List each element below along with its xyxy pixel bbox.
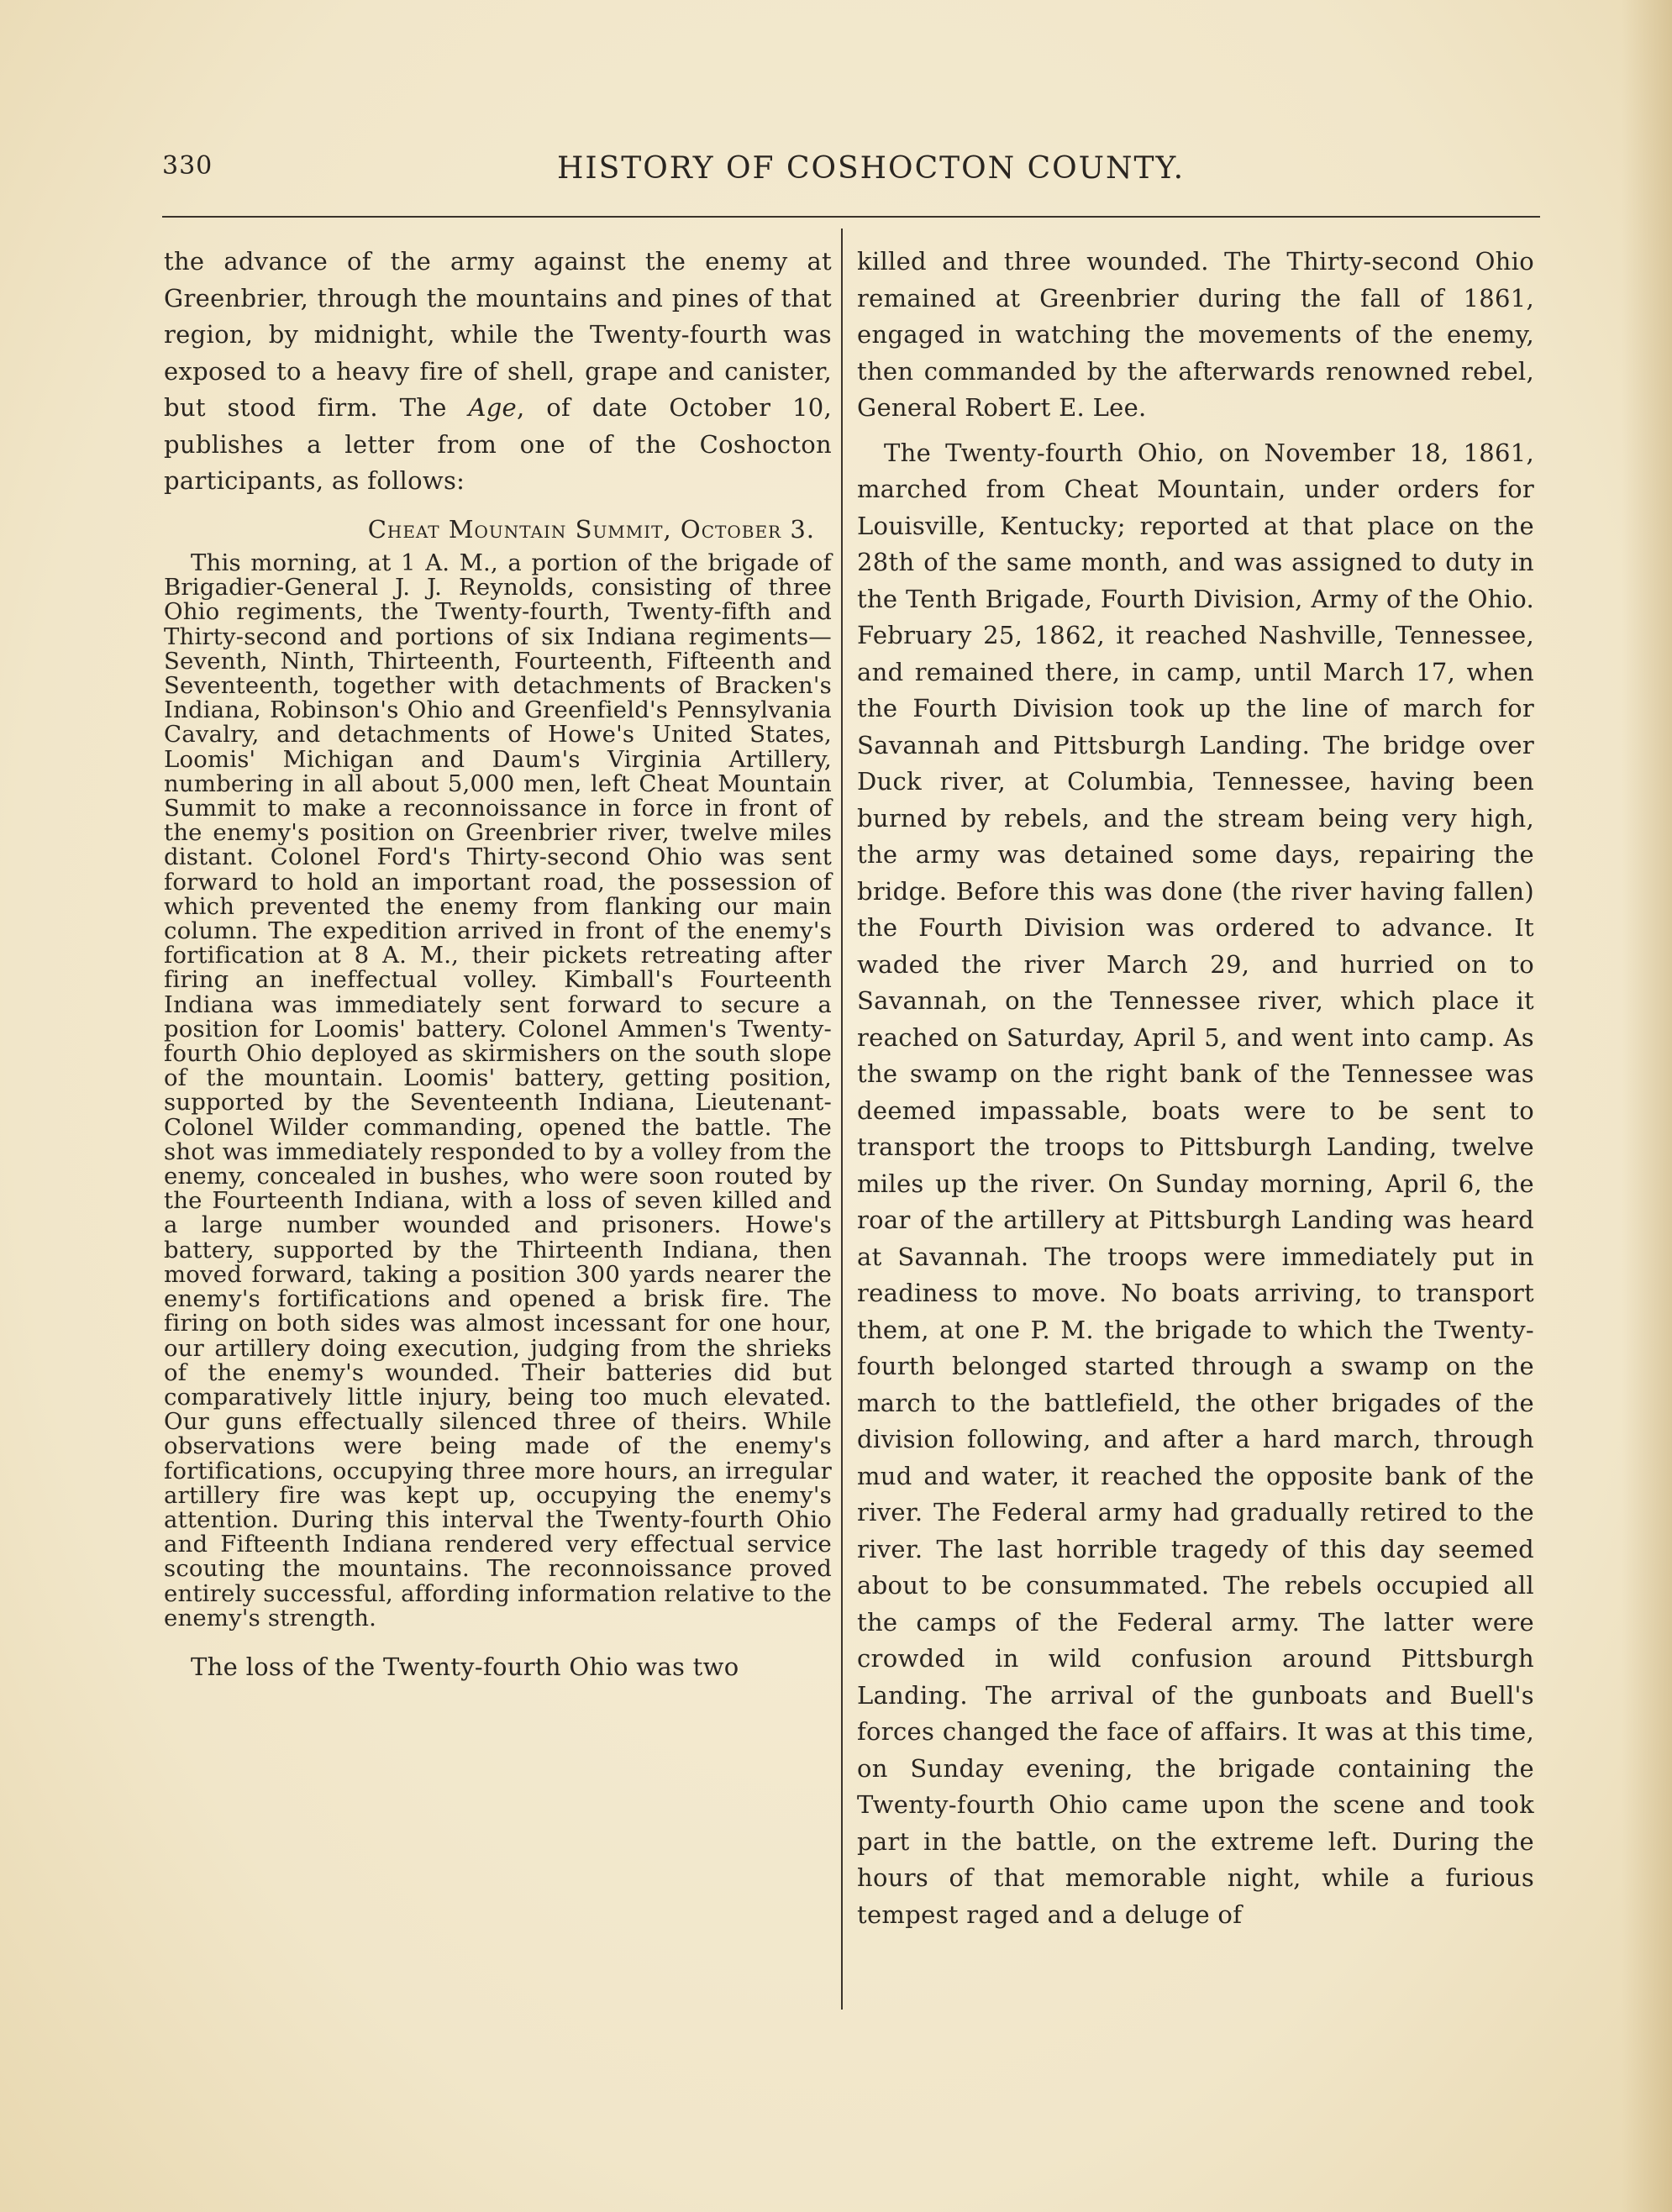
page-number: 330: [162, 151, 213, 181]
left-column: [164, 244, 832, 1685]
right-column: [857, 244, 1534, 1933]
quoted-letter-text-a: This morning, at 1: [191, 549, 416, 576]
right-paragraph-2-text-a: The Twenty-fourth Ohio, on November 18, 1861, marched from Cheat Mountain, under orders for Louisville, Kentucky; reported at that place on the 28th of the same month, and was assigned to duty in the Tenth Brigade, Fourth Division, Army of the Ohio. February 25, 1862, it reached Nashville, Tennessee, and remained there, in camp, until March 17, when the Fourth Division took up the line of march for Savannah and Pittsburgh Landing. The bridge over Duck river, at Columbia, Tennessee, having been burned by rebels, and the stream being very high, the army was detained some days, repairing the bridge. Before this was done (the river having fallen) the Fourth Division was ordered to advance. It waded the river March 29, and hurried on to Savannah, on the Tennessee river, which place it reached on Saturday, April 5, and went into camp. As the swamp on the right bank of the Tennessee was deemed impassable, boats were to be sent to transport the troops to Pittsburgh Landing, twelve miles up the river. On Sunday morning, April 6, the roar of the artillery at Pittsburgh Landing was heard at Savannah. The troops were immediately put in readiness to move. No boats arriving, to transport them, at one: [857, 438, 1534, 1344]
header-rule: [162, 216, 1540, 218]
right-paragraph-2-text-b: the brigade to which the Twenty-fourth belonged started through a swamp on the march to the battlefield, the other brigades of the division following, and after a hard march, through mud and water, it reached the opposite bank of the river. The Federal army had gradually retired to the river. The last horrible tragedy of this day seemed about to be consummated. The rebels occupied all the camps of the Federal army. The latter were crowded in wild confusion around Pittsburgh Landing. The arrival of the gunboats and Buell's forces changed the face of affairs. It was at this time, on Sunday evening, the brigade containing the Twenty-fourth Ohio came upon the scene and took part in the battle, on the extreme left. During the hours of that memorable night, while a furious tempest raged and a deluge of: [857, 1315, 1534, 1929]
quoted-letter-text-b: , a portion of the brigade of Brigadier-General J. J. Reynolds, consisting of three Ohio regiments, the Twenty-fourth, Twenty-fifth and Thirty-second and portions of six Indiana regiments—Seventh, Ninth, Thirteenth, Fourteenth, Fifteenth and Seventeenth, together with detachments of Bracken's Indiana, Robinson's Ohio and Greenfield's Pennsylvania Cavalry, and detachments of Howe's United States, Loomis' Michigan and Daum's Virginia Artillery, numbering in all about 5,000 men, left Cheat Mountain Summit to make a reconnoissance in force in front of the enemy's position on Greenbrier river, twelve miles distant. Colonel Ford's Thirty-second Ohio was sent forward to hold an important road, the possession of which prevented the enemy from flanking our main column. The expedition arrived in front of the enemy's fortification at 8: [164, 549, 832, 969]
page-header: [162, 151, 1540, 193]
letter-dateline: Cheat Mountain Summit, October 3.: [367, 514, 815, 544]
time-am-2: A. M.: [382, 942, 452, 969]
right-paragraph-1: killed and three wounded. The Thirty-second Ohio remained at Greenbrier during the fall of 1861, engaged in watching the movements of the enemy, then commanded by the afterwards renowned rebel, General Robert E. Lee.: [857, 247, 1534, 422]
time-am-1: A. M.: [425, 549, 491, 576]
running-title: HISTORY OF COSHOCTON COUNTY.: [557, 151, 1186, 186]
left-paragraph-1: [164, 244, 832, 500]
quoted-letter-text-c: , their pickets retreating after firing an ineffectual volley. Kimball's Fourteenth Indiana was immediately sent forward to secure a position for Loomis' battery. Colonel Ammen's Twenty-fourth Ohio deployed as skirmishers on the south slope of the mountain. Loomis' battery, getting position, supported by the Seventeenth Indiana, Lieutenant-Colonel Wilder commanding, opened the battle. The shot was immediately responded to by a volley from the enemy, concealed in bushes, who were soon routed by the Fourteenth Indiana, with a loss of seven killed and a large number wounded and prisoners. Howe's battery, supported by the Thirteenth Indiana, then moved forward, taking a position 300 yards nearer the enemy's fortifications and opened a brisk fire. The firing on both sides was almost incessant for one hour, our artillery doing execution, judging from the shrieks of the enemy's wounded. Their batteries did but comparatively little injury, being too much elevated. Our guns effectually silenced three of theirs. While observations were being made of the enemy's fortifications, occupying three more hours, an irregular artillery fire was kept up, occupying the enemy's attention. During this interval the Twenty-fourth Ohio and Fifteenth Indiana rendered very effectual service scouting the mountains. The reconnoissance proved entirely successful, affording information relative to the enemy's strength.: [164, 942, 832, 1631]
left-paragraph-last: The loss of the Twenty-fourth Ohio was two: [191, 1652, 739, 1681]
left-paragraph-1-text-b: , of date October 10, publishes a letter from one of the Coshocton participants, as follows:: [164, 393, 833, 495]
page-edge-shadow: [1622, 0, 1672, 2212]
time-pm: P. M.: [1030, 1315, 1094, 1344]
right-paragraph-2: [857, 435, 1534, 1934]
column-divider: [841, 229, 843, 2010]
left-paragraph-1-text-a: the advance of the army against the enemy at Greenbrier, through the mountains and pines of that region, by midnight, while the Twenty-fourth was exposed to a heavy fire of shell, grape and canister, but stood firm. The: [164, 247, 832, 422]
quoted-letter: [164, 551, 832, 1631]
newspaper-name-age: Age: [468, 393, 518, 422]
